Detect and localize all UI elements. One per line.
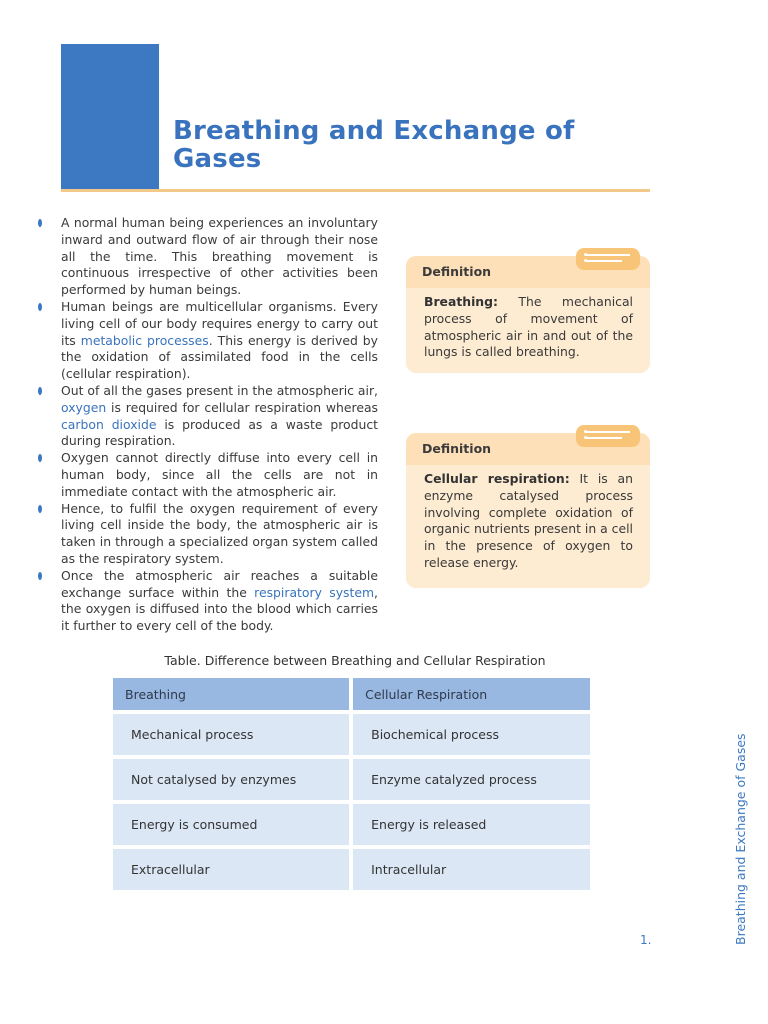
side-running-title: Breathing and Exchange of Gases <box>733 733 748 945</box>
column-header: Breathing <box>113 678 349 710</box>
comparison-table <box>109 674 594 894</box>
table-cell: Not catalysed by enzymes <box>113 759 349 800</box>
definition-heading: Definition <box>406 433 650 465</box>
table-cell: Energy is released <box>353 804 590 845</box>
title-divider <box>61 189 650 192</box>
definition-text: The mechanical process of movement of atmospheric air in and out of the lungs is called breathing. <box>424 294 633 360</box>
note-tag-icon <box>576 248 640 270</box>
definition-heading: Definition <box>406 256 650 288</box>
table-row <box>113 714 590 755</box>
list-item: Human beings are multicellular organisms. Every living cell of our body requires energy to carry out its metabolic processes. This energy is derived by the oxidation of assimilated food in the cells (cellular respiration). <box>38 299 378 383</box>
list-item: Oxygen cannot directly diffuse into every cell in human body, since all the cells are not in immediate contact with the atmospheric air. <box>38 450 378 500</box>
keyword-highlight: metabolic processes <box>80 332 209 348</box>
table-row <box>113 804 590 845</box>
bullet-icon <box>38 505 42 513</box>
table-header-row <box>113 678 590 710</box>
table-cell: Mechanical process <box>113 714 349 755</box>
table-row <box>113 759 590 800</box>
keyword-highlight: carbon dioxide <box>61 416 157 432</box>
header-color-block <box>61 44 159 190</box>
table-cell: Energy is consumed <box>113 804 349 845</box>
keyword-highlight: respiratory system <box>254 584 375 600</box>
definition-box-cellular-respiration <box>406 433 650 588</box>
definition-term: Cellular respiration: <box>424 471 570 486</box>
definition-body <box>406 288 650 373</box>
table-cell: Enzyme catalyzed process <box>353 759 590 800</box>
keyword-highlight: oxygen <box>61 399 107 415</box>
bullet-icon <box>38 387 42 395</box>
table-row <box>113 849 590 890</box>
definition-text: It is an enzyme catalysed process involving complete oxidation of organic nutrients present in a cell in the presence of oxygen to release energy. <box>424 471 633 570</box>
table-cell: Extracellular <box>113 849 349 890</box>
list-item: Hence, to fulfil the oxygen requirement of every living cell inside the body, the atmospheric air is taken in through a specialized organ system called as the respiratory system. <box>38 501 378 568</box>
bullet-list <box>38 215 378 635</box>
note-tag-icon <box>576 425 640 447</box>
list-item: Once the atmospheric air reaches a suitable exchange surface within the respiratory system, the oxygen is diffused into the blood which carries it further to every cell of the body. <box>38 568 378 635</box>
definition-box-breathing <box>406 256 650 373</box>
list-item: Out of all the gases present in the atmospheric air, oxygen is required for cellular respiration whereas carbon dioxide is produced as a waste product during respiration. <box>38 383 378 450</box>
page-title: Breathing and Exchange of Gases <box>173 116 575 174</box>
bullet-icon <box>38 303 42 311</box>
table-cell: Biochemical process <box>353 714 590 755</box>
table-caption: Table. Difference between Breathing and Cellular Respiration <box>164 653 546 668</box>
bullet-icon <box>38 219 42 227</box>
definition-body <box>406 465 650 588</box>
page-number: 1. <box>640 933 652 947</box>
definition-term: Breathing: <box>424 294 498 309</box>
list-item: A normal human being experiences an involuntary inward and outward flow of air through their nose all the time. This breathing movement is continuous irrespective of other activities been performed by human beings. <box>38 215 378 299</box>
column-header: Cellular Respiration <box>353 678 590 710</box>
bullet-icon <box>38 572 42 580</box>
bullet-icon <box>38 454 42 462</box>
table-cell: Intracellular <box>353 849 590 890</box>
